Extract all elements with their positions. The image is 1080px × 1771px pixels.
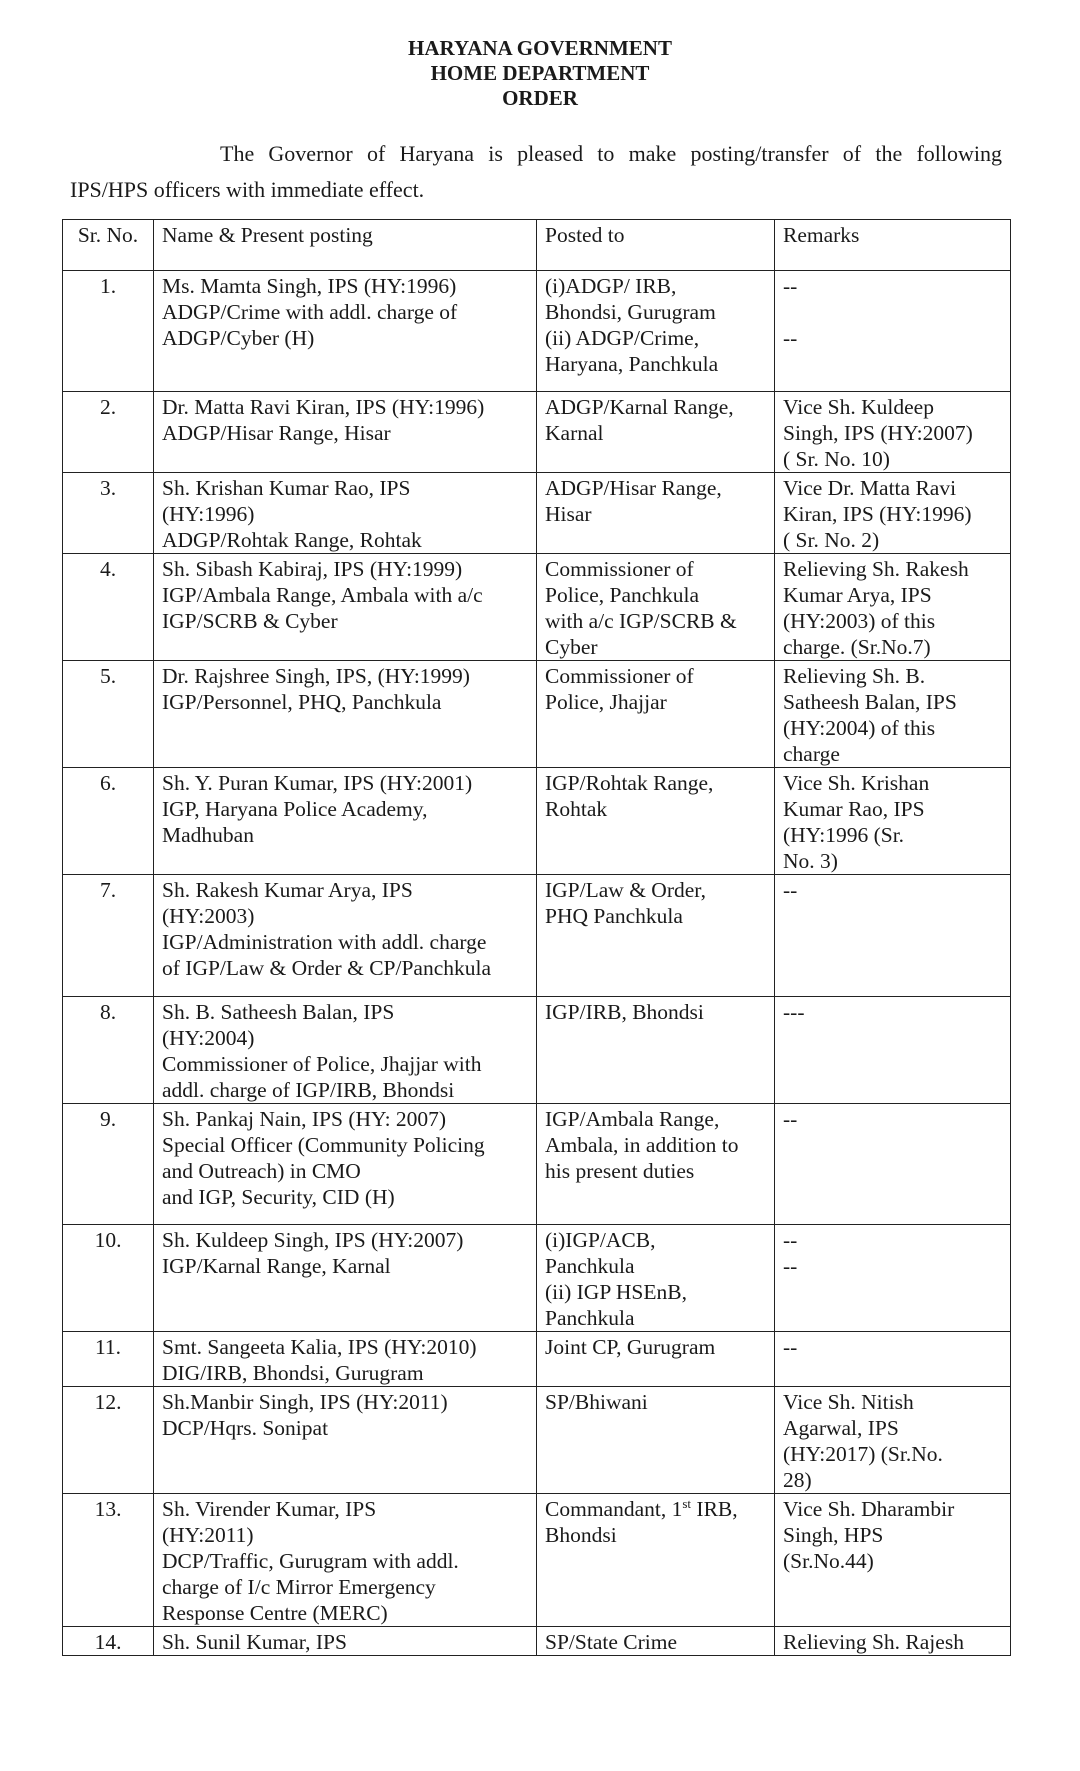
posted-text: IRB, [691,1497,738,1521]
name-line: Ms. Mamta Singh, IPS (HY:1996) [162,274,457,298]
name-line: Madhuban [162,823,254,847]
posted-line: Commissioner of [545,664,694,688]
sr-no-cell: 8. [63,997,154,1104]
name-line: and Outreach) in CMO [162,1159,361,1183]
remarks-line: Kumar Rao, IPS [783,797,925,821]
posted-line: IGP/IRB, Bhondsi [545,1000,704,1024]
table-row [63,392,1011,473]
posted-line: Hisar [545,502,592,526]
table-row [63,661,1011,768]
table-row [63,1225,1011,1332]
remarks-line: (HY:2017) (Sr.No. [783,1442,943,1466]
column-header-sr-no: Sr. No. [63,220,154,271]
posted-line: (ii) IGP HSEnB, [545,1280,687,1304]
name-line: Sh. Sunil Kumar, IPS [162,1630,347,1654]
posted-line: IGP/Ambala Range, [545,1107,720,1131]
name-line: Sh. Sibash Kabiraj, IPS (HY:1999) [162,557,463,581]
table-row [63,554,1011,661]
remarks-cell [775,1225,1011,1332]
posted-to-cell [537,271,775,392]
table-row [63,1332,1011,1387]
posted-line: ADGP/Hisar Range, [545,476,722,500]
intro-paragraph [70,136,1002,208]
table-row [63,875,1011,997]
posted-line [545,1496,766,1522]
name-line: IGP/Ambala Range, Ambala with a/c [162,583,483,607]
name-line: Response Centre (MERC) [162,1601,388,1625]
remarks-line: Kiran, IPS (HY:1996) [783,502,972,526]
column-header-remarks: Remarks [775,220,1011,271]
table-row [63,768,1011,875]
remarks-line: -- [783,326,798,350]
remarks-line: -- [783,878,798,902]
name-line: IGP, Haryana Police Academy, [162,797,428,821]
name-posting-cell [154,1104,537,1225]
remarks-line: -- [783,1254,798,1278]
posted-line: (i)ADGP/ IRB, [545,274,677,298]
sr-no-cell: 9. [63,1104,154,1225]
posted-line: PHQ Panchkula [545,904,683,928]
remarks-cell [775,1387,1011,1494]
remarks-cell [775,768,1011,875]
sr-no-cell: 5. [63,661,154,768]
table-row [63,1104,1011,1225]
sr-no-cell: 2. [63,392,154,473]
name-posting-cell [154,554,537,661]
posted-to-cell [537,875,775,997]
posted-to-cell [537,1387,775,1494]
ordinal-suffix: st [682,1495,692,1511]
posted-to-cell [537,661,775,768]
posted-line: (ii) ADGP/Crime, [545,326,700,350]
sr-no-cell: 13. [63,1494,154,1627]
posted-line: Bhondsi [545,1523,617,1547]
name-posting-cell [154,1225,537,1332]
name-posting-cell [154,875,537,997]
name-line: Sh. Y. Puran Kumar, IPS (HY:2001) [162,771,473,795]
name-line: of IGP/Law & Order & CP/Panchkula [162,956,492,980]
document-heading [0,36,1080,111]
posted-line: Haryana, Panchkula [545,352,719,376]
column-header-name: Name & Present posting [154,220,537,271]
name-line: Sh. Kuldeep Singh, IPS (HY:2007) [162,1228,464,1252]
posted-line: ADGP/Karnal Range, [545,395,734,419]
remarks-line: No. 3) [783,849,838,873]
remarks-line: Agarwal, IPS [783,1416,899,1440]
posted-line: Police, Panchkula [545,583,700,607]
remarks-line: -- [783,1228,798,1252]
posted-line: Cyber [545,635,598,659]
remarks-line: Relieving Sh. Rajesh [783,1630,964,1654]
heading-department: HOME DEPARTMENT [430,61,650,85]
posted-line: Rohtak [545,797,608,821]
remarks-line: Vice Sh. Dharambir [783,1497,955,1521]
posting-table [62,219,1011,1656]
remarks-cell [775,392,1011,473]
heading-order: ORDER [502,86,578,110]
remarks-cell [775,271,1011,392]
table-body [63,271,1011,1656]
name-line: Commissioner of Police, Jhajjar with [162,1052,482,1076]
posted-line: SP/State Crime [545,1630,677,1654]
name-line: DCP/Hqrs. Sonipat [162,1416,329,1440]
table-row [63,1494,1011,1627]
posted-line: Panchkula [545,1254,635,1278]
remarks-cell [775,473,1011,554]
remarks-line: (Sr.No.44) [783,1549,874,1573]
heading-government: HARYANA GOVERNMENT [408,36,672,60]
remarks-cell [775,1104,1011,1225]
name-line: ADGP/Cyber (H) [162,326,315,350]
posted-line: Bhondsi, Gurugram [545,300,716,324]
posted-text: Commandant, 1 [545,1497,683,1521]
remarks-line: ( Sr. No. 2) [783,528,880,552]
name-line: Sh. Krishan Kumar Rao, IPS [162,476,411,500]
remarks-cell [775,554,1011,661]
table-row [63,473,1011,554]
table-row [63,271,1011,392]
name-posting-cell [154,473,537,554]
name-posting-cell [154,392,537,473]
name-line: Special Officer (Community Policing [162,1133,485,1157]
name-line: charge of I/c Mirror Emergency [162,1575,436,1599]
name-posting-cell [154,1627,537,1656]
table-row [63,1627,1011,1656]
posted-to-cell [537,1225,775,1332]
posted-to-cell [537,473,775,554]
intro-line-2: IPS/HPS officers with immediate effect. [70,177,425,202]
name-posting-cell [154,661,537,768]
remarks-line: (HY:1996 (Sr. [783,823,905,847]
remarks-line: -- [783,1335,798,1359]
name-line: ADGP/Crime with addl. charge of [162,300,458,324]
sr-no-cell: 7. [63,875,154,997]
name-line: Sh. B. Satheesh Balan, IPS [162,1000,395,1024]
posted-to-cell [537,1104,775,1225]
table-row [63,997,1011,1104]
remarks-line: Singh, HPS [783,1523,884,1547]
remarks-line: 28) [783,1468,812,1492]
name-line: and IGP, Security, CID (H) [162,1185,395,1209]
posted-line: Police, Jhajjar [545,690,667,714]
remarks-line [783,299,1002,325]
remarks-line: charge. (Sr.No.7) [783,635,931,659]
name-posting-cell [154,1494,537,1627]
remarks-cell [775,997,1011,1104]
remarks-line: Vice Sh. Krishan [783,771,930,795]
remarks-cell [775,1627,1011,1656]
posted-to-cell [537,997,775,1104]
name-line: Sh.Manbir Singh, IPS (HY:2011) [162,1390,448,1414]
name-posting-cell [154,271,537,392]
remarks-cell [775,661,1011,768]
remarks-line: (HY:2003) of this [783,609,936,633]
posted-to-cell [537,1332,775,1387]
name-posting-cell [154,1332,537,1387]
posted-to-cell [537,1627,775,1656]
remarks-line: Relieving Sh. B. [783,664,926,688]
posted-line: his present duties [545,1159,695,1183]
posted-line: SP/Bhiwani [545,1390,648,1414]
posted-to-cell [537,554,775,661]
remarks-line: Kumar Arya, IPS [783,583,932,607]
remarks-line: Singh, IPS (HY:2007) [783,421,973,445]
name-posting-cell [154,768,537,875]
remarks-line: charge [783,742,840,766]
posted-line: IGP/Rohtak Range, [545,771,714,795]
name-line: Smt. Sangeeta Kalia, IPS (HY:2010) [162,1335,477,1359]
sr-no-cell: 6. [63,768,154,875]
posted-line: IGP/Law & Order, [545,878,706,902]
name-line: Sh. Pankaj Nain, IPS (HY: 2007) [162,1107,447,1131]
remarks-line: Vice Sh. Kuldeep [783,395,934,419]
name-line: IGP/Personnel, PHQ, Panchkula [162,690,442,714]
column-header-posted-to: Posted to [537,220,775,271]
posted-to-cell [537,1494,775,1627]
name-posting-cell [154,1387,537,1494]
remarks-line: -- [783,1107,798,1131]
name-line: IGP/Karnal Range, Karnal [162,1254,391,1278]
posted-to-cell [537,768,775,875]
name-line: Dr. Rajshree Singh, IPS, (HY:1999) [162,664,470,688]
name-line: Sh. Virender Kumar, IPS [162,1497,377,1521]
remarks-line: (HY:2004) of this [783,716,936,740]
posted-line: (i)IGP/ACB, [545,1228,656,1252]
sr-no-cell: 14. [63,1627,154,1656]
name-line: ADGP/Hisar Range, Hisar [162,421,391,445]
intro-line-1: The Governor of Haryana is pleased to make posting/transfer of the following [220,141,1002,166]
sr-no-cell: 10. [63,1225,154,1332]
posted-line: Ambala, in addition to [545,1133,739,1157]
remarks-cell [775,1332,1011,1387]
name-posting-cell [154,997,537,1104]
name-line: (HY:2004) [162,1026,255,1050]
remarks-line: ( Sr. No. 10) [783,447,890,471]
posted-line: Karnal [545,421,604,445]
name-line: DIG/IRB, Bhondsi, Gurugram [162,1361,424,1385]
posted-line: Joint CP, Gurugram [545,1335,716,1359]
sr-no-cell: 11. [63,1332,154,1387]
table-row [63,1387,1011,1494]
name-line: (HY:2011) [162,1523,254,1547]
remarks-line: Satheesh Balan, IPS [783,690,957,714]
name-line: DCP/Traffic, Gurugram with addl. [162,1549,459,1573]
remarks-line: Vice Sh. Nitish [783,1390,914,1414]
remarks-line: --- [783,1000,805,1024]
name-line: (HY:1996) [162,502,255,526]
posted-line: with a/c IGP/SCRB & [545,609,737,633]
sr-no-cell: 1. [63,271,154,392]
name-line: (HY:2003) [162,904,255,928]
remarks-line: Vice Dr. Matta Ravi [783,476,957,500]
name-line: ADGP/Rohtak Range, Rohtak [162,528,422,552]
table-header-row [63,220,1011,271]
posted-line: Commissioner of [545,557,694,581]
name-line: IGP/SCRB & Cyber [162,609,338,633]
name-line: addl. charge of IGP/IRB, Bhondsi [162,1078,455,1102]
posted-to-cell [537,392,775,473]
name-line: Sh. Rakesh Kumar Arya, IPS [162,878,413,902]
sr-no-cell: 4. [63,554,154,661]
posted-line: Panchkula [545,1306,635,1330]
remarks-cell [775,1494,1011,1627]
remarks-line: Relieving Sh. Rakesh [783,557,969,581]
remarks-cell [775,875,1011,997]
remarks-line: -- [783,274,798,298]
sr-no-cell: 12. [63,1387,154,1494]
sr-no-cell: 3. [63,473,154,554]
name-line: IGP/Administration with addl. charge [162,930,487,954]
name-line: Dr. Matta Ravi Kiran, IPS (HY:1996) [162,395,485,419]
